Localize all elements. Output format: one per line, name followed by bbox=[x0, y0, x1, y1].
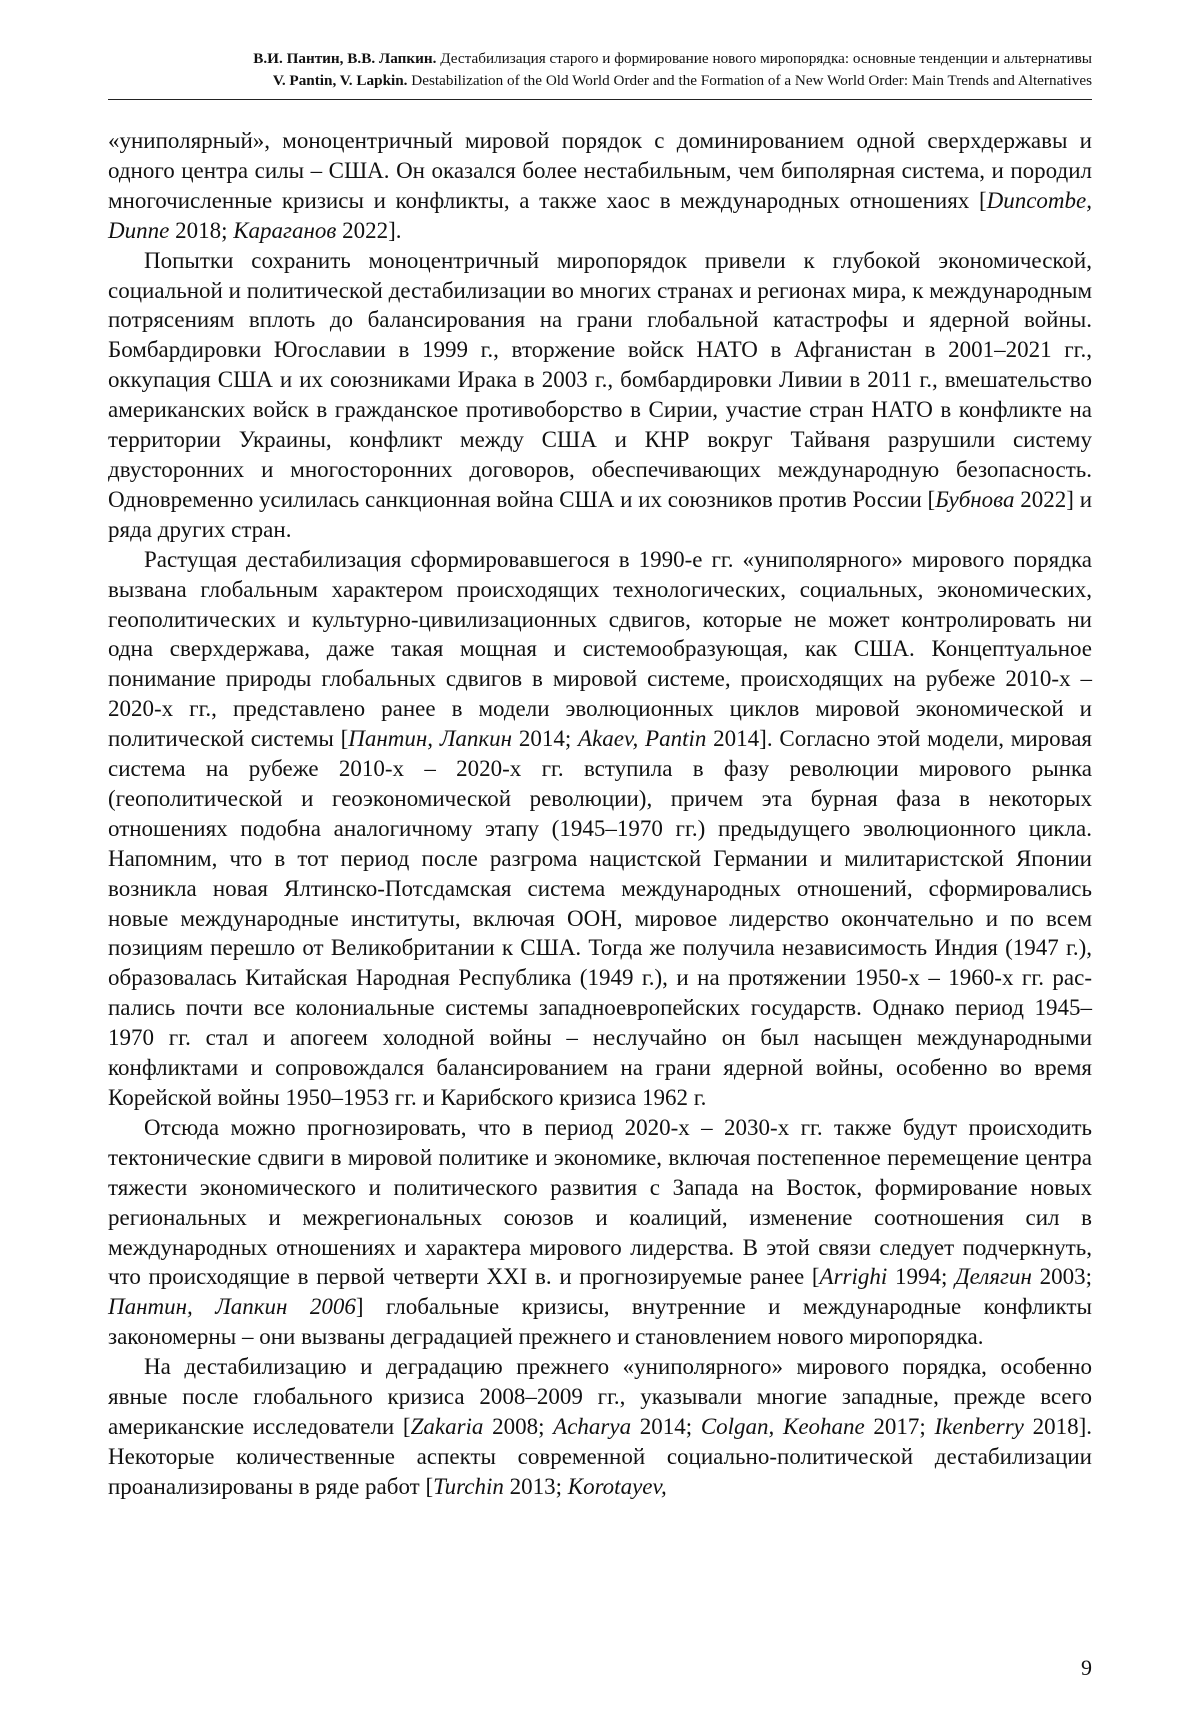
text-run: 2003; bbox=[1031, 1264, 1092, 1290]
running-header bbox=[108, 48, 1092, 92]
text-run: 2017; bbox=[864, 1413, 935, 1439]
body-paragraph bbox=[108, 545, 1092, 1113]
body-paragraph bbox=[108, 1352, 1092, 1502]
citation-italic: Караганов bbox=[233, 217, 337, 243]
citation-italic: Arrighi bbox=[819, 1264, 888, 1290]
header-divider bbox=[108, 99, 1092, 100]
text-run: Попытки сохранить моноцентричный миропорядок привели к глубокой экономической, социальной и политической дестабилизации во многих странах и регионах мира, к международным потрясениям вплоть до балансирования на грани глобальной катастрофы и ядерной войны. Бомбардировки Югославии в 1999 г., вторжение войск НАТО в Афганистан в 2001–2021 гг., оккупация США и их союзниками Ирака в 2003 г., бомбардировки Ливии в 2011 г., вмешательство американских войск в гражданское противоборство в Сирии, участие стран НАТО в конфликте на территории Украины, конфликт между США и КНР вокруг Тайваня разрушили систему двусторонних и многосторонних договоров, обеспечивающих международную безопасность. Одновременно усилилась санкционная война США и их союзников против России [ bbox=[108, 247, 1092, 512]
citation-italic: Делягин bbox=[955, 1264, 1032, 1290]
text-run: На дестабилизацию и деградацию прежнего «униполярного» мирового порядка, особенно явные после глобального кризиса 2008–2009 гг., указывали многие западные, прежде всего американские исследователи [ bbox=[108, 1354, 1092, 1439]
citation-italic: Duncombe, Dunne bbox=[108, 187, 1092, 243]
article-body bbox=[108, 126, 1092, 1502]
header-ru-title: Дестабилизация старого и формирование нового миропорядка: основные тенденции и альтернативы bbox=[440, 50, 1092, 67]
text-run: 2014; bbox=[631, 1413, 701, 1439]
page-number: 9 bbox=[1081, 1655, 1092, 1680]
text-run: Растущая дестабилизация сформировавшегося в 1990-е гг. «униполярного» мирового порядка вызвана глобальным характером происходящих технологических, социальных, экономических, геополитических и культурно-цивилизационных сдвигов, которые не может контролировать ни одна сверхдержава, даже такая мощная и системообразующая, как США. Концептуальное понимание природы глобальных сдвигов в мировой системе, происходящих на рубеже 2010-х – 2020-х гг., представлено ранее в модели эволюционных циклов мировой экономической и политической системы [ bbox=[108, 546, 1092, 752]
citation-italic: Akaev, Pantin bbox=[578, 726, 707, 752]
citation-italic: Zakaria bbox=[410, 1413, 484, 1439]
header-english bbox=[108, 70, 1092, 92]
text-run: 2022] и ряда других стран. bbox=[108, 486, 1092, 542]
text-run: 2013; bbox=[503, 1473, 568, 1499]
text-run: Отсюда можно прогнозировать, что в период 2020-х – 2030-х гг. также будут происходить тектонические сдвиги в мировой политике и экономике, включая постепенное перемещение центра тяжести экономического и политического развития с Запада на Восток, формирование новых региональных и межрегиональных союзов и коалиций, изменение соотношения сил в международных отношениях и характера мирового лидерства. В этой связи следует подчеркнуть, что происходящие в первой четверти XXI в. и прогнозируемые ранее [ bbox=[108, 1114, 1092, 1290]
citation-italic: Ikenberry bbox=[934, 1413, 1024, 1439]
header-russian bbox=[108, 48, 1092, 70]
citation-italic: Пантин, Лапкин bbox=[348, 726, 513, 752]
text-run: «униполярный», моноцентричный мировой порядок с доминированием одной сверхдержавы и одного центра силы – США. Он оказался более нестабильным, чем биполярная система, и породил многочисленные кризисы и конфликты, а также хаос в международных отношениях [ bbox=[108, 128, 1092, 213]
body-paragraph bbox=[108, 1113, 1092, 1352]
citation-italic: Colgan, Keohane bbox=[700, 1413, 865, 1439]
text-run: 2018; bbox=[169, 217, 234, 243]
text-run: 2008; bbox=[483, 1413, 554, 1439]
citation-italic: Korotayev, bbox=[567, 1473, 667, 1499]
text-run: 2022]. bbox=[336, 217, 402, 243]
text-run: 2014]. Согласно этой модели, мировая система на рубеже 2010-х – 2020-х гг. вступила в фазу революции мирового рынка (геополитической и геоэкономической революции), причем эта бурная фаза в некоторых отношениях подобна аналогичному этапу (1945–1970 гг.) предыдущего эволюционного цикла. Напомним, что в тот период после разгрома нацистской Германии и милитаристской Японии возникла новая Ялтинско-Потсдамская система международных отношений, сформировались новые международные институты, включая ООН, мировое лидерство окончательно и по всем позициям перешло от Великобритании к США. Тогда же получила независимость Индия (1947 г.), образовалась Китайская Народная Республика (1949 г.), и на протяжении 1950-х – 1960-х гг. распались почти все колониальные системы западноевропейских государств. Однако период 1945–1970 гг. стал и апогеем холодной войны – неслучайно он был насыщен международными конфликтами и сопровождался балансированием на грани ядерной войны, особенно во время Корейской войны 1950–1953 гг. и Карибского кризиса 1962 г. bbox=[108, 726, 1092, 1110]
text-run: 1994; bbox=[887, 1264, 956, 1290]
citation-italic: Turchin bbox=[433, 1473, 504, 1499]
text-run: 2018]. Некоторые количественные аспекты современной социально-политической дестабилизации проанализированы в ряде работ [ bbox=[108, 1413, 1092, 1499]
header-en-title: Destabilization of the Old World Order and the Formation of a New World Order: Main Trends and Alternatives bbox=[411, 72, 1092, 89]
header-ru-authors: В.И. Пантин, В.В. Лапкин. bbox=[253, 50, 437, 67]
text-run: 2014; bbox=[512, 726, 579, 752]
citation-italic: Пантин, Лапкин 2006 bbox=[108, 1294, 356, 1320]
citation-italic: Бубнова bbox=[935, 486, 1015, 512]
body-paragraph bbox=[108, 126, 1092, 246]
text-run: ] глобальные кризисы, внутренние и международные конфликты закономерны – они вызваны деградацией прежнего и становлением нового миропорядка. bbox=[108, 1294, 1092, 1350]
citation-italic: Acharya bbox=[553, 1413, 632, 1439]
header-en-authors: V. Pantin, V. Lapkin. bbox=[272, 72, 408, 89]
body-paragraph bbox=[108, 246, 1092, 545]
